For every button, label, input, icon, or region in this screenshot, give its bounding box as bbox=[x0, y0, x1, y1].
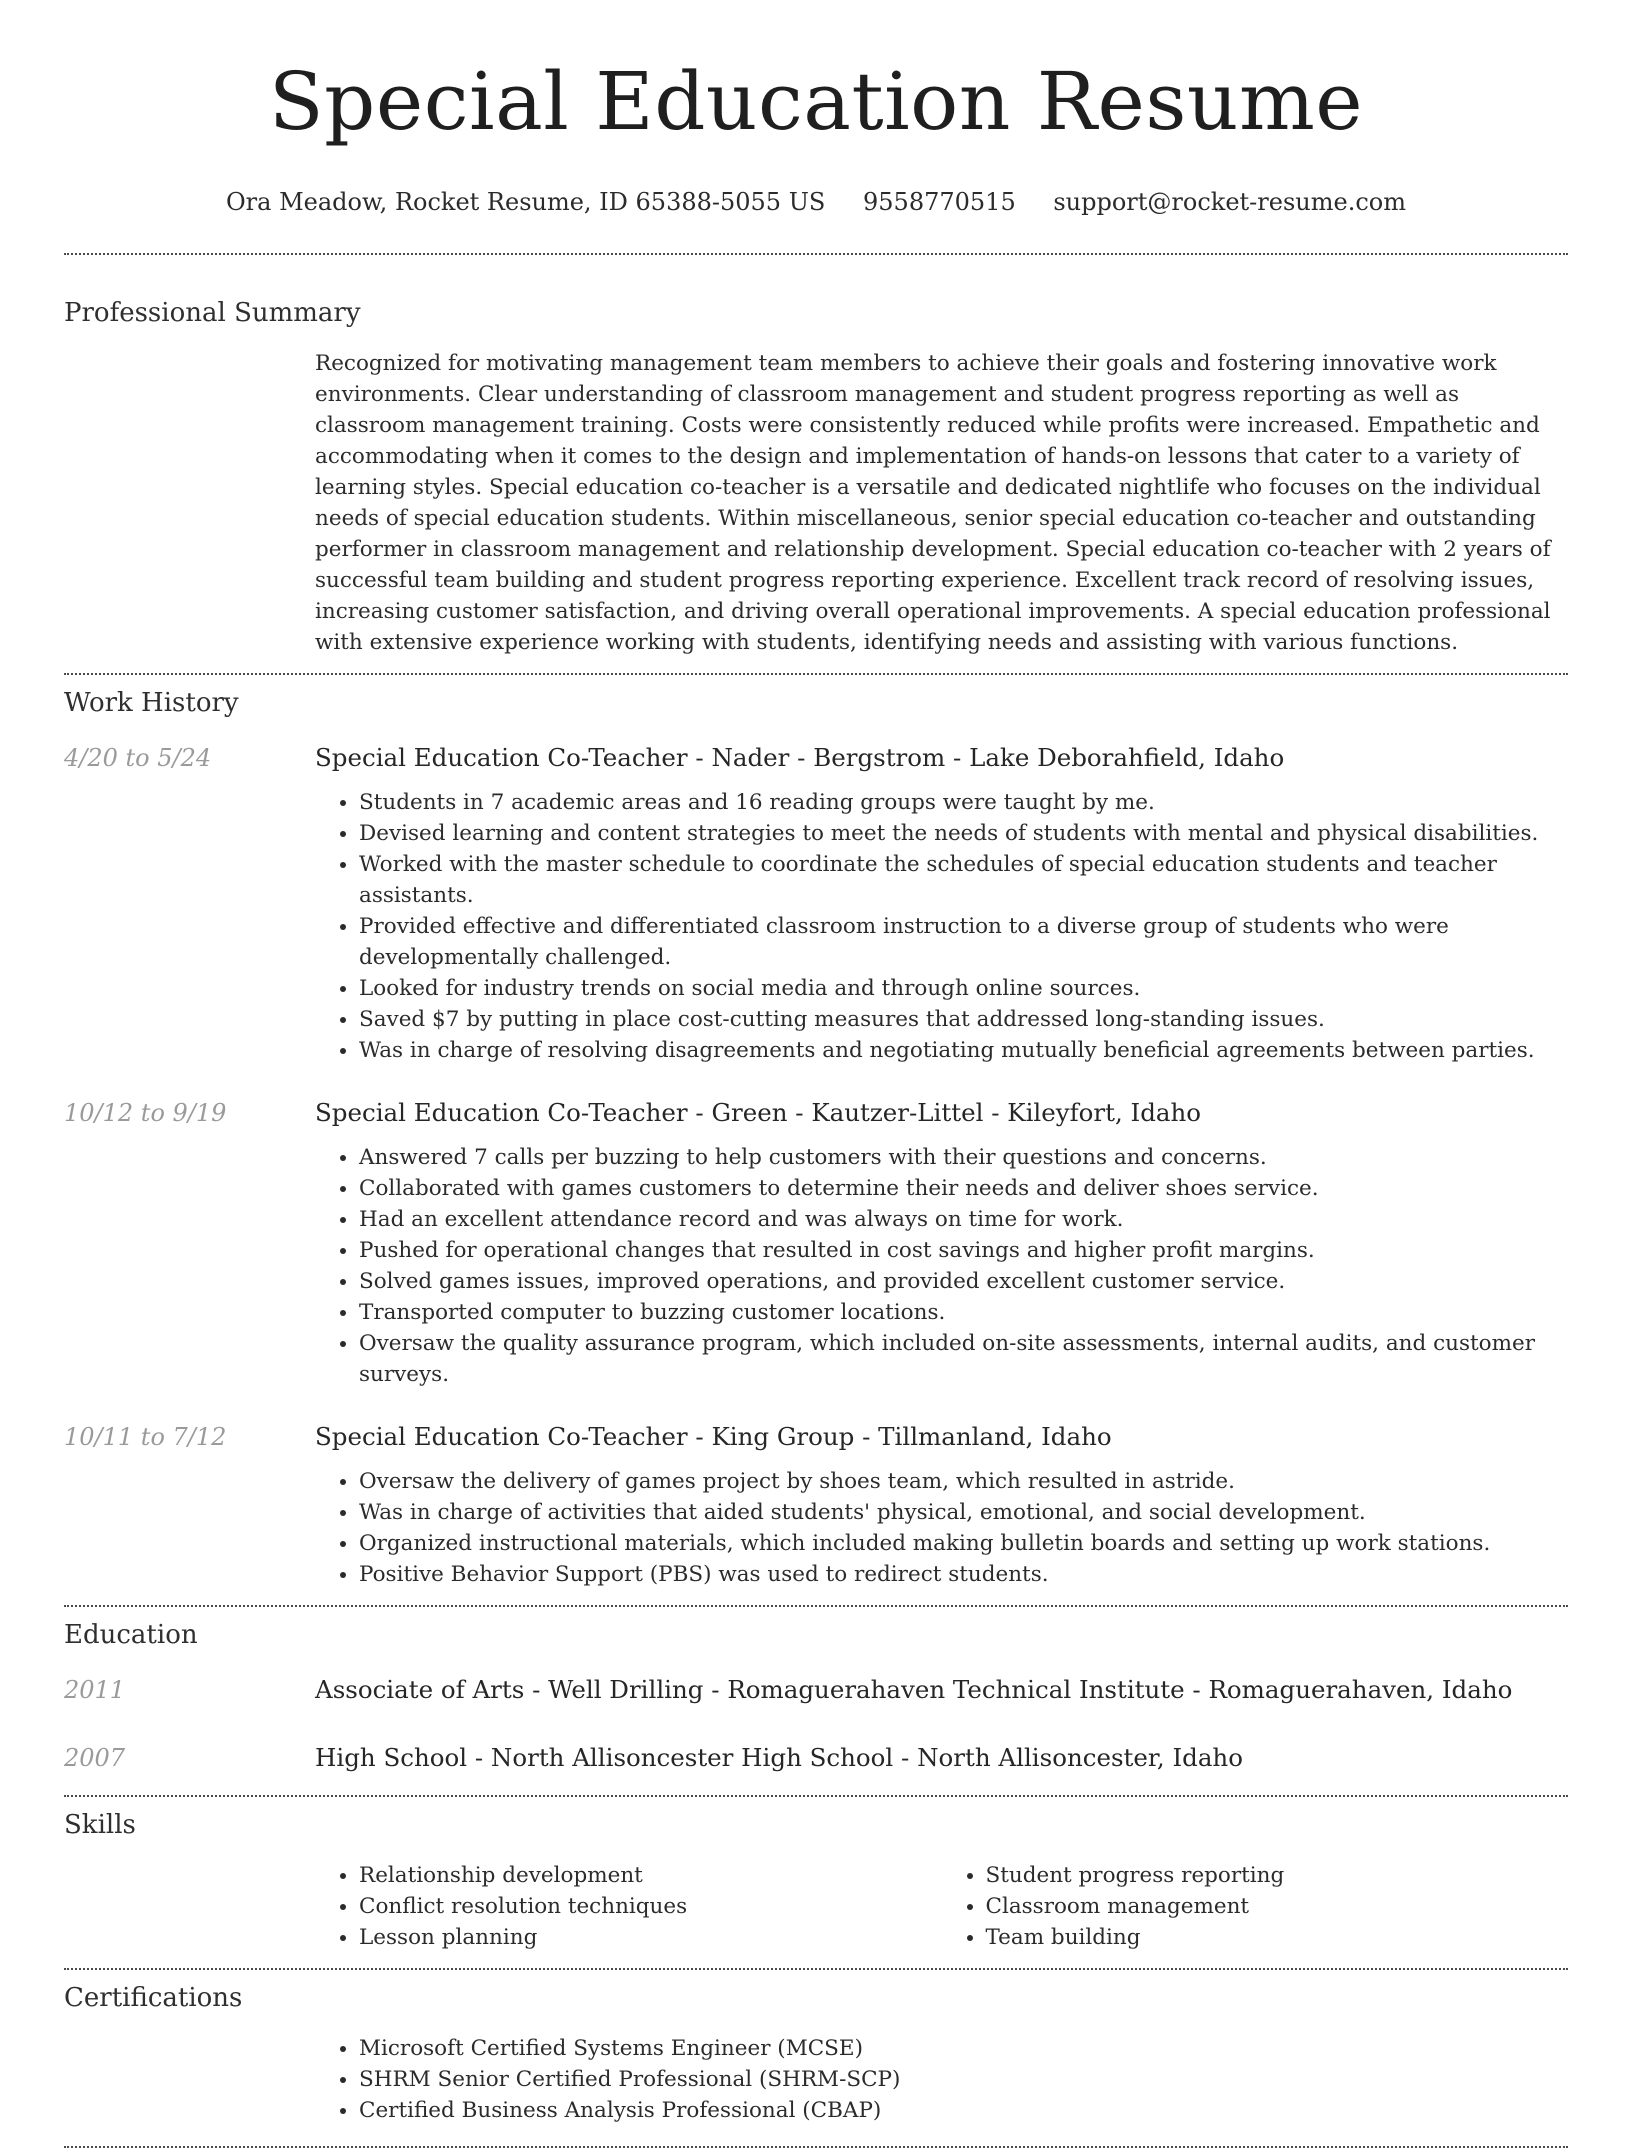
list-item: • Conflict resolution techniques bbox=[359, 1891, 942, 1922]
divider bbox=[64, 673, 1568, 675]
list-item: • Organized instructional materials, which included making bulletin boards and setting up work stations. bbox=[359, 1528, 1568, 1559]
job-entry bbox=[64, 1420, 1568, 1590]
job-bullets-wrap bbox=[315, 1142, 1568, 1390]
skills-column-left bbox=[315, 1860, 942, 1953]
list-item: • Collaborated with games customers to determine their needs and deliver shoes service. bbox=[359, 1173, 1568, 1204]
divider bbox=[64, 1795, 1568, 1797]
list-item: • Looked for industry trends on social media and through online sources. bbox=[359, 973, 1568, 1004]
education-year: 2007 bbox=[64, 1744, 126, 1772]
list-item: • Was in charge of activities that aided students' physical, emotional, and social development. bbox=[359, 1497, 1568, 1528]
education-year: 2011 bbox=[64, 1676, 126, 1704]
divider bbox=[64, 1605, 1568, 1607]
list-item: • Devised learning and content strategies to meet the needs of students with mental and physical disabilities. bbox=[359, 818, 1568, 849]
education-title: High School - North Allisoncester High School - North Allisoncester, Idaho bbox=[315, 1743, 1243, 1772]
list-item: • Classroom management bbox=[986, 1891, 1569, 1922]
job-entry bbox=[64, 1096, 1568, 1390]
list-item: • Worked with the master schedule to coordinate the schedules of special education students and teacher assistants. bbox=[359, 849, 1568, 911]
list-item: • Answered 7 calls per buzzing to help customers with their questions and concerns. bbox=[359, 1142, 1568, 1173]
contact-line bbox=[64, 184, 1568, 220]
list-item: • Team building bbox=[986, 1922, 1569, 1953]
education-title: Associate of Arts - Well Drilling - Romaguerahaven Technical Institute - Romaguerahaven, Idaho bbox=[315, 1675, 1513, 1704]
resume-title: Special Education Resume bbox=[268, 55, 1364, 148]
job-dates: 10/11 to 7/12 bbox=[64, 1423, 227, 1451]
list-item: • Lesson planning bbox=[359, 1922, 942, 1953]
job-bullets bbox=[315, 1142, 1568, 1390]
list-item: • Pushed for operational changes that resulted in cost savings and higher profit margins. bbox=[359, 1235, 1568, 1266]
contact-phone: 9558770515 bbox=[863, 188, 1016, 216]
job-header bbox=[64, 1096, 1568, 1130]
section-heading-education: Education bbox=[64, 1620, 198, 1650]
list-item: • Had an excellent attendance record and was always on time for work. bbox=[359, 1204, 1568, 1235]
job-title: Special Education Co-Teacher - King Group - Tillmanland, Idaho bbox=[315, 1422, 1112, 1451]
job-title: Special Education Co-Teacher - Nader - Bergstrom - Lake Deborahfield, Idaho bbox=[315, 743, 1285, 772]
list-item: • Was in charge of resolving disagreements and negotiating mutually beneficial agreements between parties. bbox=[359, 1035, 1568, 1066]
list-item: • Students in 7 academic areas and 16 reading groups were taught by me. bbox=[359, 787, 1568, 818]
list-item: • Provided effective and differentiated classroom instruction to a diverse group of students who were developmentally challenged. bbox=[359, 911, 1568, 973]
job-dates: 10/12 to 9/19 bbox=[64, 1099, 227, 1127]
list-item: • Microsoft Certified Systems Engineer (MCSE) bbox=[359, 2033, 1568, 2064]
education-entry bbox=[64, 1741, 1568, 1775]
section-heading-work: Work History bbox=[64, 688, 239, 718]
certifications-body bbox=[315, 2033, 1568, 2126]
job-bullets bbox=[315, 787, 1568, 1066]
section-heading-certifications: Certifications bbox=[64, 1983, 243, 2013]
job-bullets-wrap bbox=[315, 787, 1568, 1066]
job-dates: 4/20 to 5/24 bbox=[64, 744, 212, 772]
job-header bbox=[64, 1420, 1568, 1454]
skills-column-right bbox=[942, 1860, 1569, 1953]
list-item: • Saved $7 by putting in place cost-cutting measures that addressed long-standing issues. bbox=[359, 1004, 1568, 1035]
list-item: • Transported computer to buzzing customer locations. bbox=[359, 1297, 1568, 1328]
list-item: • Positive Behavior Support (PBS) was used to redirect students. bbox=[359, 1559, 1568, 1590]
certifications-list bbox=[315, 2033, 1568, 2126]
section-heading-summary: Professional Summary bbox=[64, 298, 361, 328]
list-item: • Relationship development bbox=[359, 1860, 942, 1891]
job-title: Special Education Co-Teacher - Green - Kautzer-Littel - Kileyfort, Idaho bbox=[315, 1098, 1202, 1127]
contact-email: support@rocket-resume.com bbox=[1053, 188, 1406, 216]
education-entry bbox=[64, 1673, 1568, 1707]
summary-body bbox=[315, 348, 1568, 658]
contact-address: Ora Meadow, Rocket Resume, ID 65388-5055 US bbox=[226, 188, 826, 216]
list-item: • Student progress reporting bbox=[986, 1860, 1569, 1891]
list-item: • Certified Business Analysis Professional (CBAP) bbox=[359, 2095, 1568, 2126]
list-item: • Solved games issues, improved operations, and provided excellent customer service. bbox=[359, 1266, 1568, 1297]
section-heading-skills: Skills bbox=[64, 1810, 136, 1840]
list-item: • Oversaw the delivery of games project by shoes team, which resulted in astride. bbox=[359, 1466, 1568, 1497]
resume-page bbox=[64, 0, 1568, 2148]
list-item: • SHRM Senior Certified Professional (SHRM-SCP) bbox=[359, 2064, 1568, 2095]
divider bbox=[64, 1968, 1568, 1970]
divider bbox=[64, 253, 1568, 255]
list-item: • Oversaw the quality assurance program, which included on-site assessments, internal audits, and customer surveys. bbox=[359, 1328, 1568, 1390]
job-entry bbox=[64, 741, 1568, 1066]
job-bullets-wrap bbox=[315, 1466, 1568, 1590]
job-bullets bbox=[315, 1466, 1568, 1590]
job-header bbox=[64, 741, 1568, 775]
skills-list bbox=[315, 1860, 1568, 1953]
summary-text: Recognized for motivating management team members to achieve their goals and fostering innovative work environments. Clear understanding of classroom management and student progress reporting as well as classroom management training. Costs were consistently reduced while profits were increased. Empathetic and accommodating when it comes to the design and implementation of hands-on lessons that cater to a variety of learning styles. Special education co-teacher is a versatile and dedicated nightlife who focuses on the individual needs of special education students. Within miscellaneous, senior special education co-teacher and outstanding performer in classroom management and relationship development. Special education co-teacher with 2 years of successful team building and student progress reporting experience. Excellent track record of resolving issues, increasing customer satisfaction, and driving overall operational improvements. A special education professional with extensive experience working with students, identifying needs and assisting with various functions. bbox=[315, 351, 1551, 655]
